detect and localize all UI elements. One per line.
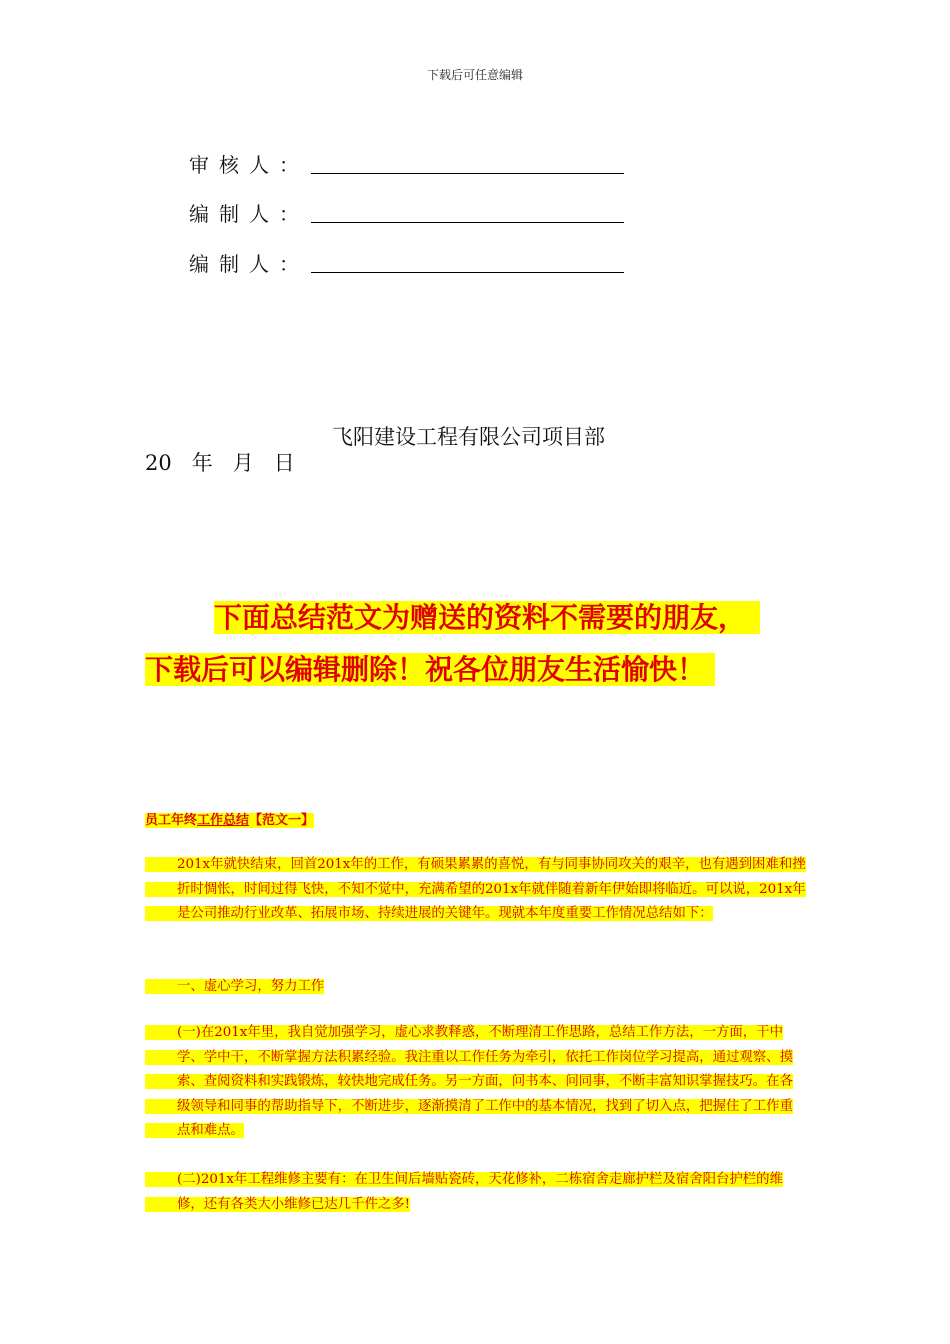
signature-line xyxy=(311,250,624,273)
date-line: 20 年 月 日 xyxy=(145,451,295,475)
article-title-prefix: 员工年终 xyxy=(145,813,198,828)
company-name: 飞阳建设工程有限公司项目部 xyxy=(332,425,605,449)
article-title-suffix: 【范文一】 xyxy=(249,813,315,828)
signature-row-reviewer xyxy=(189,148,624,178)
signature-label: 审核人： xyxy=(189,153,309,177)
article-section-heading xyxy=(145,975,806,1000)
page-header: 下载后可任意编辑 xyxy=(426,68,523,82)
article-title-link[interactable]: 工作总结 xyxy=(197,813,250,828)
notice-text-2: 下载后可以编辑删除！祝各位朋友生活愉快！ xyxy=(145,653,715,686)
signature-label: 编制人： xyxy=(189,252,309,276)
paragraph-text: (二)201x年工程维修主要有：在卫生间后墙贴瓷砖，天花修补，二栋宿舍走廊护栏及宿舍阳台护栏的维修，还有各类大小维修已达几千件之多! xyxy=(145,1172,783,1212)
notice-text-1: 下面总结范文为赠送的资料不需要的朋友， xyxy=(214,601,760,634)
article-title xyxy=(145,809,314,828)
article-paragraph-3 xyxy=(145,1168,806,1217)
signature-row-editor xyxy=(189,197,624,227)
article-paragraph-2 xyxy=(145,1021,806,1144)
signature-line xyxy=(311,151,624,174)
notice-line-1 xyxy=(214,596,760,636)
notice-line-2 xyxy=(145,648,715,688)
article-paragraph-1 xyxy=(145,853,806,927)
paragraph-text: (一)在201x年里，我自觉加强学习，虚心求教释惑，不断理清工作思路，总结工作方法，一方面，干中学、学中干，不断掌握方法积累经验。我注重以工作任务为牵引，依托工作岗位学习提高，通过观察、摸索、查阅资料和实践锻炼，较快地完成任务。另一方面，问书本、问同事，不断丰富知识掌握技巧。在各级领导和同事的帮助指导下，不断进步，逐渐摸清了工作中的基本情况，找到了切入点，把握住了工作重点和难点。 xyxy=(145,1025,793,1138)
signature-line xyxy=(311,200,624,223)
signature-row-editor-2 xyxy=(189,247,624,277)
signature-label: 编制人： xyxy=(189,202,309,226)
paragraph-text: 201x年就快结束，回首201x年的工作，有硕果累累的喜悦，有与同事协同攻关的艰辛，也有遇到困难和挫折时惆怅，时间过得飞快，不知不觉中，充满希望的201x年就伴随着新年伊始即将临近。可以说，201x年是公司推动行业改革、拓展市场、持续进展的关键年。现就本年度重要工作情况总结如下： xyxy=(145,857,806,921)
section-heading-text: 一、虚心学习，努力工作 xyxy=(145,979,324,994)
